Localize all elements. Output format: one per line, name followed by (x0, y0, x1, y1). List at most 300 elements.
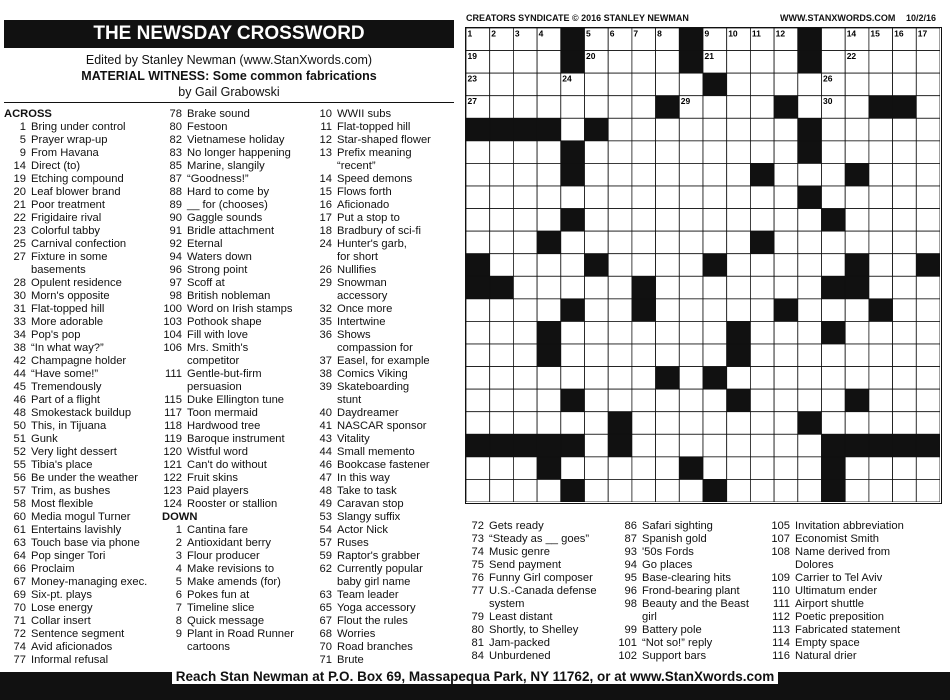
clue-item[interactable] (310, 316, 460, 329)
grid-cell[interactable] (893, 299, 917, 322)
grid-cell[interactable] (727, 412, 751, 435)
clue-item[interactable] (310, 303, 460, 316)
grid-cell[interactable] (798, 209, 822, 232)
clue-item[interactable] (615, 559, 785, 572)
clue-item[interactable] (4, 264, 159, 277)
clue-item[interactable] (160, 628, 320, 641)
grid-cell[interactable] (798, 457, 822, 480)
grid-cell[interactable] (632, 254, 656, 277)
grid-cell[interactable] (513, 344, 537, 367)
grid-cell[interactable] (916, 96, 940, 119)
clue-item[interactable] (4, 342, 159, 355)
clue-item[interactable] (160, 381, 320, 394)
grid-cell[interactable] (466, 321, 490, 344)
grid-cell[interactable] (750, 299, 774, 322)
grid-cell[interactable] (774, 209, 798, 232)
grid-cell[interactable] (798, 389, 822, 412)
clue-item[interactable] (310, 199, 460, 212)
clue-item[interactable] (310, 160, 460, 173)
grid-cell[interactable] (798, 299, 822, 322)
grid-cell[interactable] (916, 118, 940, 141)
grid-cell[interactable] (822, 389, 846, 412)
grid-cell[interactable] (679, 299, 703, 322)
grid-cell[interactable] (845, 186, 869, 209)
clue-item[interactable] (310, 342, 460, 355)
grid-cell[interactable] (513, 412, 537, 435)
grid-cell[interactable] (893, 389, 917, 412)
clue-item[interactable] (4, 238, 159, 251)
grid-cell[interactable] (561, 231, 585, 254)
grid-cell[interactable] (537, 299, 561, 322)
grid-cell[interactable] (750, 412, 774, 435)
clue-item[interactable] (310, 251, 460, 264)
grid-cell[interactable] (513, 479, 537, 502)
clue-item[interactable] (310, 290, 460, 303)
grid-cell[interactable] (869, 73, 893, 96)
grid-cell[interactable] (561, 457, 585, 480)
grid-cell[interactable] (608, 96, 632, 119)
clue-item[interactable] (310, 121, 460, 134)
clue-item[interactable] (160, 329, 320, 342)
grid-cell[interactable] (608, 163, 632, 186)
grid-cell[interactable] (656, 457, 680, 480)
clue-item[interactable] (310, 654, 460, 667)
grid-cell[interactable] (679, 254, 703, 277)
clue-item[interactable] (615, 598, 785, 611)
clue-item[interactable] (160, 615, 320, 628)
grid-cell[interactable] (750, 389, 774, 412)
grid-cell[interactable] (774, 118, 798, 141)
grid-cell[interactable] (727, 276, 751, 299)
clue-item[interactable] (4, 329, 159, 342)
grid-cell[interactable] (727, 254, 751, 277)
clue-item[interactable] (4, 576, 159, 589)
clue-item[interactable] (462, 598, 632, 611)
grid-cell[interactable] (513, 73, 537, 96)
grid-cell[interactable] (679, 344, 703, 367)
grid-cell[interactable] (513, 163, 537, 186)
clue-item[interactable] (160, 394, 320, 407)
clue-item[interactable] (4, 420, 159, 433)
grid-cell[interactable] (727, 186, 751, 209)
grid-cell[interactable] (798, 163, 822, 186)
clue-item[interactable] (4, 134, 159, 147)
clue-item[interactable] (160, 485, 320, 498)
clue-item[interactable] (768, 585, 950, 598)
clue-item[interactable] (4, 394, 159, 407)
grid-cell[interactable] (632, 231, 656, 254)
grid-cell[interactable] (490, 299, 514, 322)
grid-cell[interactable] (703, 321, 727, 344)
grid-cell[interactable] (916, 479, 940, 502)
grid-cell[interactable] (513, 141, 537, 164)
grid-cell[interactable] (679, 321, 703, 344)
grid-cell[interactable] (869, 367, 893, 390)
grid-cell[interactable] (774, 254, 798, 277)
grid-cell[interactable] (727, 231, 751, 254)
clue-item[interactable] (768, 650, 950, 663)
grid-cell[interactable] (632, 118, 656, 141)
clue-item[interactable] (310, 264, 460, 277)
grid-cell[interactable] (679, 141, 703, 164)
grid-cell[interactable] (466, 457, 490, 480)
clue-item[interactable] (4, 459, 159, 472)
clue-item[interactable] (4, 498, 159, 511)
grid-cell[interactable] (727, 163, 751, 186)
grid-cell[interactable] (632, 479, 656, 502)
grid-cell[interactable] (632, 163, 656, 186)
grid-cell[interactable] (679, 73, 703, 96)
grid-cell[interactable] (656, 434, 680, 457)
grid-cell[interactable] (750, 276, 774, 299)
clue-item[interactable] (310, 225, 460, 238)
clue-item[interactable] (310, 186, 460, 199)
grid-cell[interactable] (679, 163, 703, 186)
clue-item[interactable] (462, 585, 632, 598)
clue-item[interactable] (4, 290, 159, 303)
grid-cell[interactable] (845, 231, 869, 254)
clue-item[interactable] (160, 199, 320, 212)
clue-item[interactable] (160, 264, 320, 277)
grid-cell[interactable] (798, 254, 822, 277)
clue-item[interactable] (160, 550, 320, 563)
grid-cell[interactable] (490, 412, 514, 435)
grid-cell[interactable] (632, 412, 656, 435)
grid-cell[interactable] (822, 231, 846, 254)
grid-cell[interactable] (585, 321, 609, 344)
grid-cell[interactable] (490, 254, 514, 277)
grid-cell[interactable] (869, 141, 893, 164)
clue-item[interactable] (160, 238, 320, 251)
grid-cell[interactable] (656, 389, 680, 412)
grid-cell[interactable] (490, 186, 514, 209)
clue-item[interactable] (768, 572, 950, 585)
clue-item[interactable] (768, 533, 950, 546)
grid-cell[interactable] (656, 321, 680, 344)
clue-item[interactable] (4, 212, 159, 225)
grid-cell[interactable] (893, 367, 917, 390)
grid-cell[interactable] (632, 141, 656, 164)
grid-cell[interactable] (561, 254, 585, 277)
grid-cell[interactable] (727, 367, 751, 390)
clue-item[interactable] (310, 355, 460, 368)
clue-item[interactable] (310, 238, 460, 251)
clue-item[interactable] (4, 251, 159, 264)
grid-cell[interactable] (893, 118, 917, 141)
grid-cell[interactable] (608, 389, 632, 412)
grid-cell[interactable] (916, 344, 940, 367)
grid-cell[interactable] (893, 276, 917, 299)
grid-cell[interactable] (561, 367, 585, 390)
grid-cell[interactable] (656, 51, 680, 74)
grid-cell[interactable] (845, 118, 869, 141)
clue-item[interactable] (160, 563, 320, 576)
grid-cell[interactable] (774, 276, 798, 299)
grid-cell[interactable] (703, 457, 727, 480)
grid-cell[interactable] (774, 457, 798, 480)
grid-cell[interactable] (656, 209, 680, 232)
grid-cell[interactable] (774, 344, 798, 367)
clue-item[interactable] (160, 459, 320, 472)
grid-cell[interactable] (916, 389, 940, 412)
grid-cell[interactable] (513, 254, 537, 277)
grid-cell[interactable] (466, 344, 490, 367)
grid-cell[interactable] (703, 231, 727, 254)
grid-cell[interactable] (750, 434, 774, 457)
grid-cell[interactable] (537, 479, 561, 502)
clue-item[interactable] (310, 472, 460, 485)
grid-cell[interactable] (632, 51, 656, 74)
grid-cell[interactable] (774, 51, 798, 74)
grid-cell[interactable] (869, 163, 893, 186)
grid-cell[interactable] (513, 321, 537, 344)
grid-cell[interactable] (466, 479, 490, 502)
clue-item[interactable] (160, 355, 320, 368)
grid-cell[interactable] (822, 51, 846, 74)
grid-cell[interactable] (679, 412, 703, 435)
grid-cell[interactable] (798, 367, 822, 390)
grid-cell[interactable] (561, 186, 585, 209)
clue-item[interactable] (160, 147, 320, 160)
grid-cell[interactable] (893, 186, 917, 209)
grid-cell[interactable] (656, 231, 680, 254)
clue-item[interactable] (310, 108, 460, 121)
grid-cell[interactable] (798, 434, 822, 457)
clue-item[interactable] (615, 624, 785, 637)
grid-cell[interactable] (608, 367, 632, 390)
grid-cell[interactable] (893, 321, 917, 344)
clue-item[interactable] (462, 559, 632, 572)
grid-cell[interactable] (703, 209, 727, 232)
clue-item[interactable] (160, 641, 320, 654)
clue-item[interactable] (4, 524, 159, 537)
grid-cell[interactable] (727, 96, 751, 119)
grid-cell[interactable] (774, 434, 798, 457)
grid-cell[interactable] (608, 299, 632, 322)
clue-item[interactable] (768, 624, 950, 637)
grid-cell[interactable] (727, 299, 751, 322)
grid-cell[interactable] (893, 457, 917, 480)
clue-item[interactable] (4, 641, 159, 654)
grid-cell[interactable] (585, 389, 609, 412)
clue-item[interactable] (462, 572, 632, 585)
grid-cell[interactable] (585, 209, 609, 232)
grid-cell[interactable] (916, 186, 940, 209)
grid-cell[interactable] (656, 479, 680, 502)
grid-cell[interactable] (656, 73, 680, 96)
grid-cell[interactable] (750, 51, 774, 74)
grid-cell[interactable] (679, 231, 703, 254)
clue-item[interactable] (310, 407, 460, 420)
clue-item[interactable] (4, 615, 159, 628)
grid-cell[interactable] (822, 186, 846, 209)
clue-item[interactable] (310, 134, 460, 147)
grid-cell[interactable] (916, 457, 940, 480)
grid-cell[interactable] (703, 141, 727, 164)
grid-cell[interactable] (490, 344, 514, 367)
clue-item[interactable] (160, 433, 320, 446)
grid-cell[interactable] (490, 479, 514, 502)
grid-cell[interactable] (490, 367, 514, 390)
grid-cell[interactable] (679, 479, 703, 502)
grid-cell[interactable] (822, 254, 846, 277)
clue-item[interactable] (160, 446, 320, 459)
grid-cell[interactable] (916, 299, 940, 322)
clue-item[interactable] (310, 550, 460, 563)
grid-cell[interactable] (750, 141, 774, 164)
grid-cell[interactable] (703, 276, 727, 299)
grid-cell[interactable] (750, 73, 774, 96)
grid-cell[interactable] (561, 412, 585, 435)
grid-cell[interactable] (513, 231, 537, 254)
clue-item[interactable] (160, 316, 320, 329)
grid-cell[interactable] (537, 412, 561, 435)
grid-cell[interactable] (466, 231, 490, 254)
clue-item[interactable] (310, 277, 460, 290)
clue-item[interactable] (160, 290, 320, 303)
clue-item[interactable] (462, 546, 632, 559)
grid-cell[interactable] (490, 209, 514, 232)
grid-cell[interactable] (513, 299, 537, 322)
grid-cell[interactable] (869, 51, 893, 74)
clue-item[interactable] (160, 498, 320, 511)
grid-cell[interactable] (845, 73, 869, 96)
clue-item[interactable] (768, 559, 950, 572)
grid-cell[interactable] (845, 209, 869, 232)
clue-item[interactable] (4, 368, 159, 381)
grid-cell[interactable] (774, 412, 798, 435)
grid-cell[interactable] (490, 457, 514, 480)
clue-item[interactable] (310, 368, 460, 381)
clue-item[interactable] (4, 550, 159, 563)
grid-cell[interactable] (822, 412, 846, 435)
clue-item[interactable] (768, 546, 950, 559)
grid-cell[interactable] (513, 457, 537, 480)
grid-cell[interactable] (774, 163, 798, 186)
grid-cell[interactable] (632, 73, 656, 96)
grid-cell[interactable] (774, 321, 798, 344)
grid-cell[interactable] (537, 73, 561, 96)
grid-cell[interactable] (561, 96, 585, 119)
clue-item[interactable] (310, 498, 460, 511)
grid-cell[interactable] (845, 479, 869, 502)
grid-cell[interactable] (845, 299, 869, 322)
clue-item[interactable] (310, 485, 460, 498)
grid-cell[interactable] (916, 73, 940, 96)
clue-item[interactable] (310, 563, 460, 576)
grid-cell[interactable] (750, 186, 774, 209)
clue-item[interactable] (4, 160, 159, 173)
grid-cell[interactable] (608, 231, 632, 254)
grid-cell[interactable] (869, 209, 893, 232)
clue-item[interactable] (462, 650, 632, 663)
grid-cell[interactable] (513, 367, 537, 390)
grid-cell[interactable] (466, 186, 490, 209)
grid-cell[interactable] (916, 163, 940, 186)
grid-cell[interactable] (703, 163, 727, 186)
clue-item[interactable] (160, 121, 320, 134)
grid-cell[interactable] (798, 73, 822, 96)
grid-cell[interactable] (845, 457, 869, 480)
grid-cell[interactable] (561, 118, 585, 141)
clue-item[interactable] (462, 533, 632, 546)
grid-cell[interactable] (585, 367, 609, 390)
clue-item[interactable] (310, 537, 460, 550)
grid-cell[interactable] (632, 96, 656, 119)
grid-cell[interactable] (537, 209, 561, 232)
grid-cell[interactable] (893, 344, 917, 367)
grid-cell[interactable] (608, 344, 632, 367)
grid-cell[interactable] (703, 118, 727, 141)
grid-cell[interactable] (893, 141, 917, 164)
clue-item[interactable] (4, 563, 159, 576)
grid-cell[interactable] (632, 434, 656, 457)
clue-item[interactable] (310, 524, 460, 537)
grid-cell[interactable] (466, 299, 490, 322)
clue-item[interactable] (160, 160, 320, 173)
grid-cell[interactable] (490, 321, 514, 344)
grid-cell[interactable] (916, 321, 940, 344)
clue-item[interactable] (615, 650, 785, 663)
clue-item[interactable] (462, 611, 632, 624)
grid-cell[interactable] (608, 457, 632, 480)
clue-item[interactable] (310, 446, 460, 459)
clue-item[interactable] (768, 637, 950, 650)
grid-cell[interactable] (750, 321, 774, 344)
crossword-grid[interactable] (465, 27, 942, 504)
grid-cell[interactable] (679, 118, 703, 141)
clue-item[interactable] (160, 303, 320, 316)
grid-cell[interactable] (845, 141, 869, 164)
grid-cell[interactable] (608, 51, 632, 74)
grid-cell[interactable] (656, 276, 680, 299)
clue-item[interactable] (310, 641, 460, 654)
clue-item[interactable] (462, 520, 632, 533)
grid-cell[interactable] (869, 457, 893, 480)
grid-cell[interactable] (750, 367, 774, 390)
grid-cell[interactable] (916, 141, 940, 164)
grid-cell[interactable] (845, 412, 869, 435)
grid-cell[interactable] (703, 96, 727, 119)
grid-cell[interactable] (822, 299, 846, 322)
clue-item[interactable] (4, 511, 159, 524)
grid-cell[interactable] (703, 299, 727, 322)
grid-cell[interactable] (656, 141, 680, 164)
clue-item[interactable] (615, 585, 785, 598)
clue-item[interactable] (4, 537, 159, 550)
clue-item[interactable] (160, 472, 320, 485)
grid-cell[interactable] (537, 389, 561, 412)
grid-cell[interactable] (703, 412, 727, 435)
grid-cell[interactable] (585, 434, 609, 457)
clue-item[interactable] (160, 251, 320, 264)
clue-item[interactable] (160, 420, 320, 433)
grid-cell[interactable] (703, 186, 727, 209)
clue-item[interactable] (310, 147, 460, 160)
grid-cell[interactable] (490, 389, 514, 412)
clue-item[interactable] (160, 277, 320, 290)
grid-cell[interactable] (703, 344, 727, 367)
grid-cell[interactable] (893, 209, 917, 232)
grid-cell[interactable] (585, 231, 609, 254)
grid-cell[interactable] (893, 51, 917, 74)
grid-cell[interactable] (490, 141, 514, 164)
grid-cell[interactable] (585, 276, 609, 299)
clue-item[interactable] (160, 212, 320, 225)
grid-cell[interactable] (798, 321, 822, 344)
grid-cell[interactable] (466, 367, 490, 390)
clue-item[interactable] (310, 459, 460, 472)
